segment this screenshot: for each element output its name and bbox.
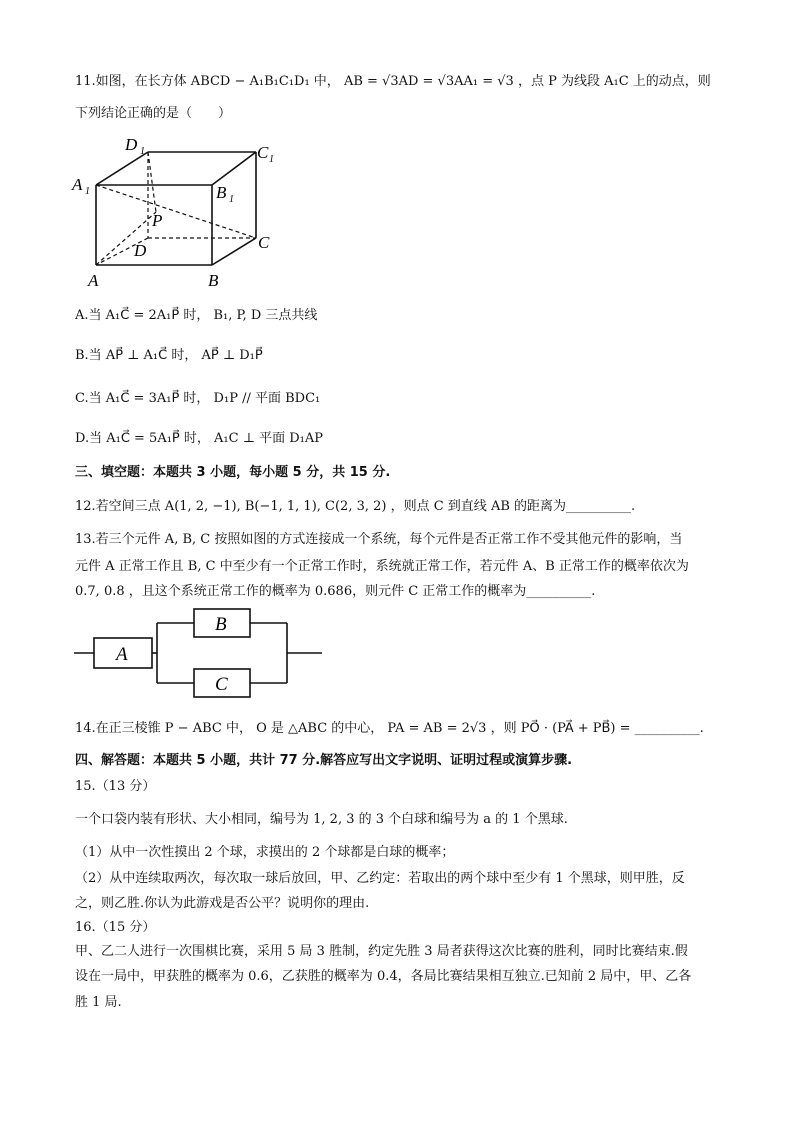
q16-line3: 胜 1 局. (75, 995, 122, 1010)
label-A: A (88, 271, 99, 290)
q16-heading: 16.（15 分） (75, 920, 156, 935)
label-B1-sub: 1 (229, 194, 234, 205)
circuit-label-c: C (215, 674, 228, 695)
section-3-heading: 三、填空题：本题共 3 小题，每小题 5 分，共 15 分. (75, 465, 391, 480)
q11-option-c: C.当 A₁C⃗ = 3A₁P⃗ 时， D₁P // 平面 BDC₁ (75, 391, 321, 406)
q15-part2-line1: （2）从中连续取两次，每次取一球后放回，甲、乙约定：若取出的两个球中至少有 1 个黑球，则甲胜，反 (75, 871, 685, 886)
q11-option-b: B.当 AP⃗ ⊥ A₁C⃗ 时， AP⃗ ⊥ D₁P⃗ (75, 348, 263, 363)
q14-text: 14.在正三棱锥 P − ABC 中， O 是 △ABC 的中心， PA = AB = 2√3 ，则 PO⃗ · (PA⃗ + PB⃗) = __________. (75, 721, 704, 736)
q11-stem-line2: 下列结论正确的是（ ） (75, 106, 232, 121)
q13-line3: 0.7, 0.8 ，且这个系统正常工作的概率为 0.686，则元件 C 正常工作的概率为__________. (75, 584, 596, 599)
circuit-label-b: B (215, 614, 227, 635)
label-C1: C (257, 143, 269, 162)
label-D: D (134, 241, 147, 260)
label-D1: D (125, 135, 138, 154)
label-A1-sub: 1 (85, 186, 90, 197)
q13-line2: 元件 A 正常工作且 B, C 中至少有一个正常工作时，系统就正常工作，若元件 A、B 正常工作的概率依次为 (75, 559, 689, 574)
q16-line1: 甲、乙二人进行一次围棋比赛，采用 5 局 3 胜制，约定先胜 3 局者获得这次比赛的胜利，同时比赛结束.假 (75, 944, 688, 959)
label-C1-sub: 1 (269, 154, 274, 165)
circuit-label-a: A (116, 644, 128, 665)
q15-stem: 一个口袋内装有形状、大小相同，编号为 1, 2, 3 的 3 个白球和编号为 a 的 1 个黑球. (75, 812, 568, 827)
label-D1-sub: 1 (140, 146, 145, 157)
q12-text: 12.若空间三点 A(1, 2, −1), B(−1, 1, 1), C(2, 3, 2) ，则点 C 到直线 AB 的距离为__________. (75, 499, 636, 514)
label-B: B (208, 271, 219, 290)
label-C: C (258, 233, 270, 252)
label-A1: A (72, 175, 83, 194)
label-P: P (152, 211, 163, 230)
q15-part1: （1）从中一次性摸出 2 个球，求摸出的 2 个球都是白球的概率； (75, 845, 455, 860)
section-4-heading: 四、解答题：本题共 5 小题，共计 77 分.解答应写出文字说明、证明过程或演算步骤. (75, 753, 573, 768)
q15-heading: 15.（13 分） (75, 779, 156, 794)
label-B1: B (216, 183, 227, 202)
circuit-diagram (72, 608, 332, 698)
q16-line2: 设在一局中，甲获胜的概率为 0.6，乙获胜的概率为 0.4，各局比赛结果相互独立.已知前 2 局中，甲、乙各 (75, 969, 692, 984)
q15-part2-line2: 之，则乙胜.你认为此游戏是否公平？说明你的理由. (75, 896, 370, 911)
q11-option-a: A.当 A₁C⃗ = 2A₁P⃗ 时， B₁, P, D 三点共线 (75, 308, 318, 323)
q11-option-d: D.当 A₁C⃗ = 5A₁P⃗ 时， A₁C ⊥ 平面 D₁AP (75, 431, 323, 446)
cuboid-figure (68, 130, 278, 290)
q13-line1: 13.若三个元件 A, B, C 按照如图的方式连接成一个系统，每个元件是否正常工作不受其他元件的影响，当 (75, 532, 683, 547)
q11-stem-line1: 11.如图，在长方体 ABCD − A₁B₁C₁D₁ 中， AB = √3AD = √3AA₁ = √3 ，点 P 为线段 A₁C 上的动点，则 (75, 74, 711, 89)
